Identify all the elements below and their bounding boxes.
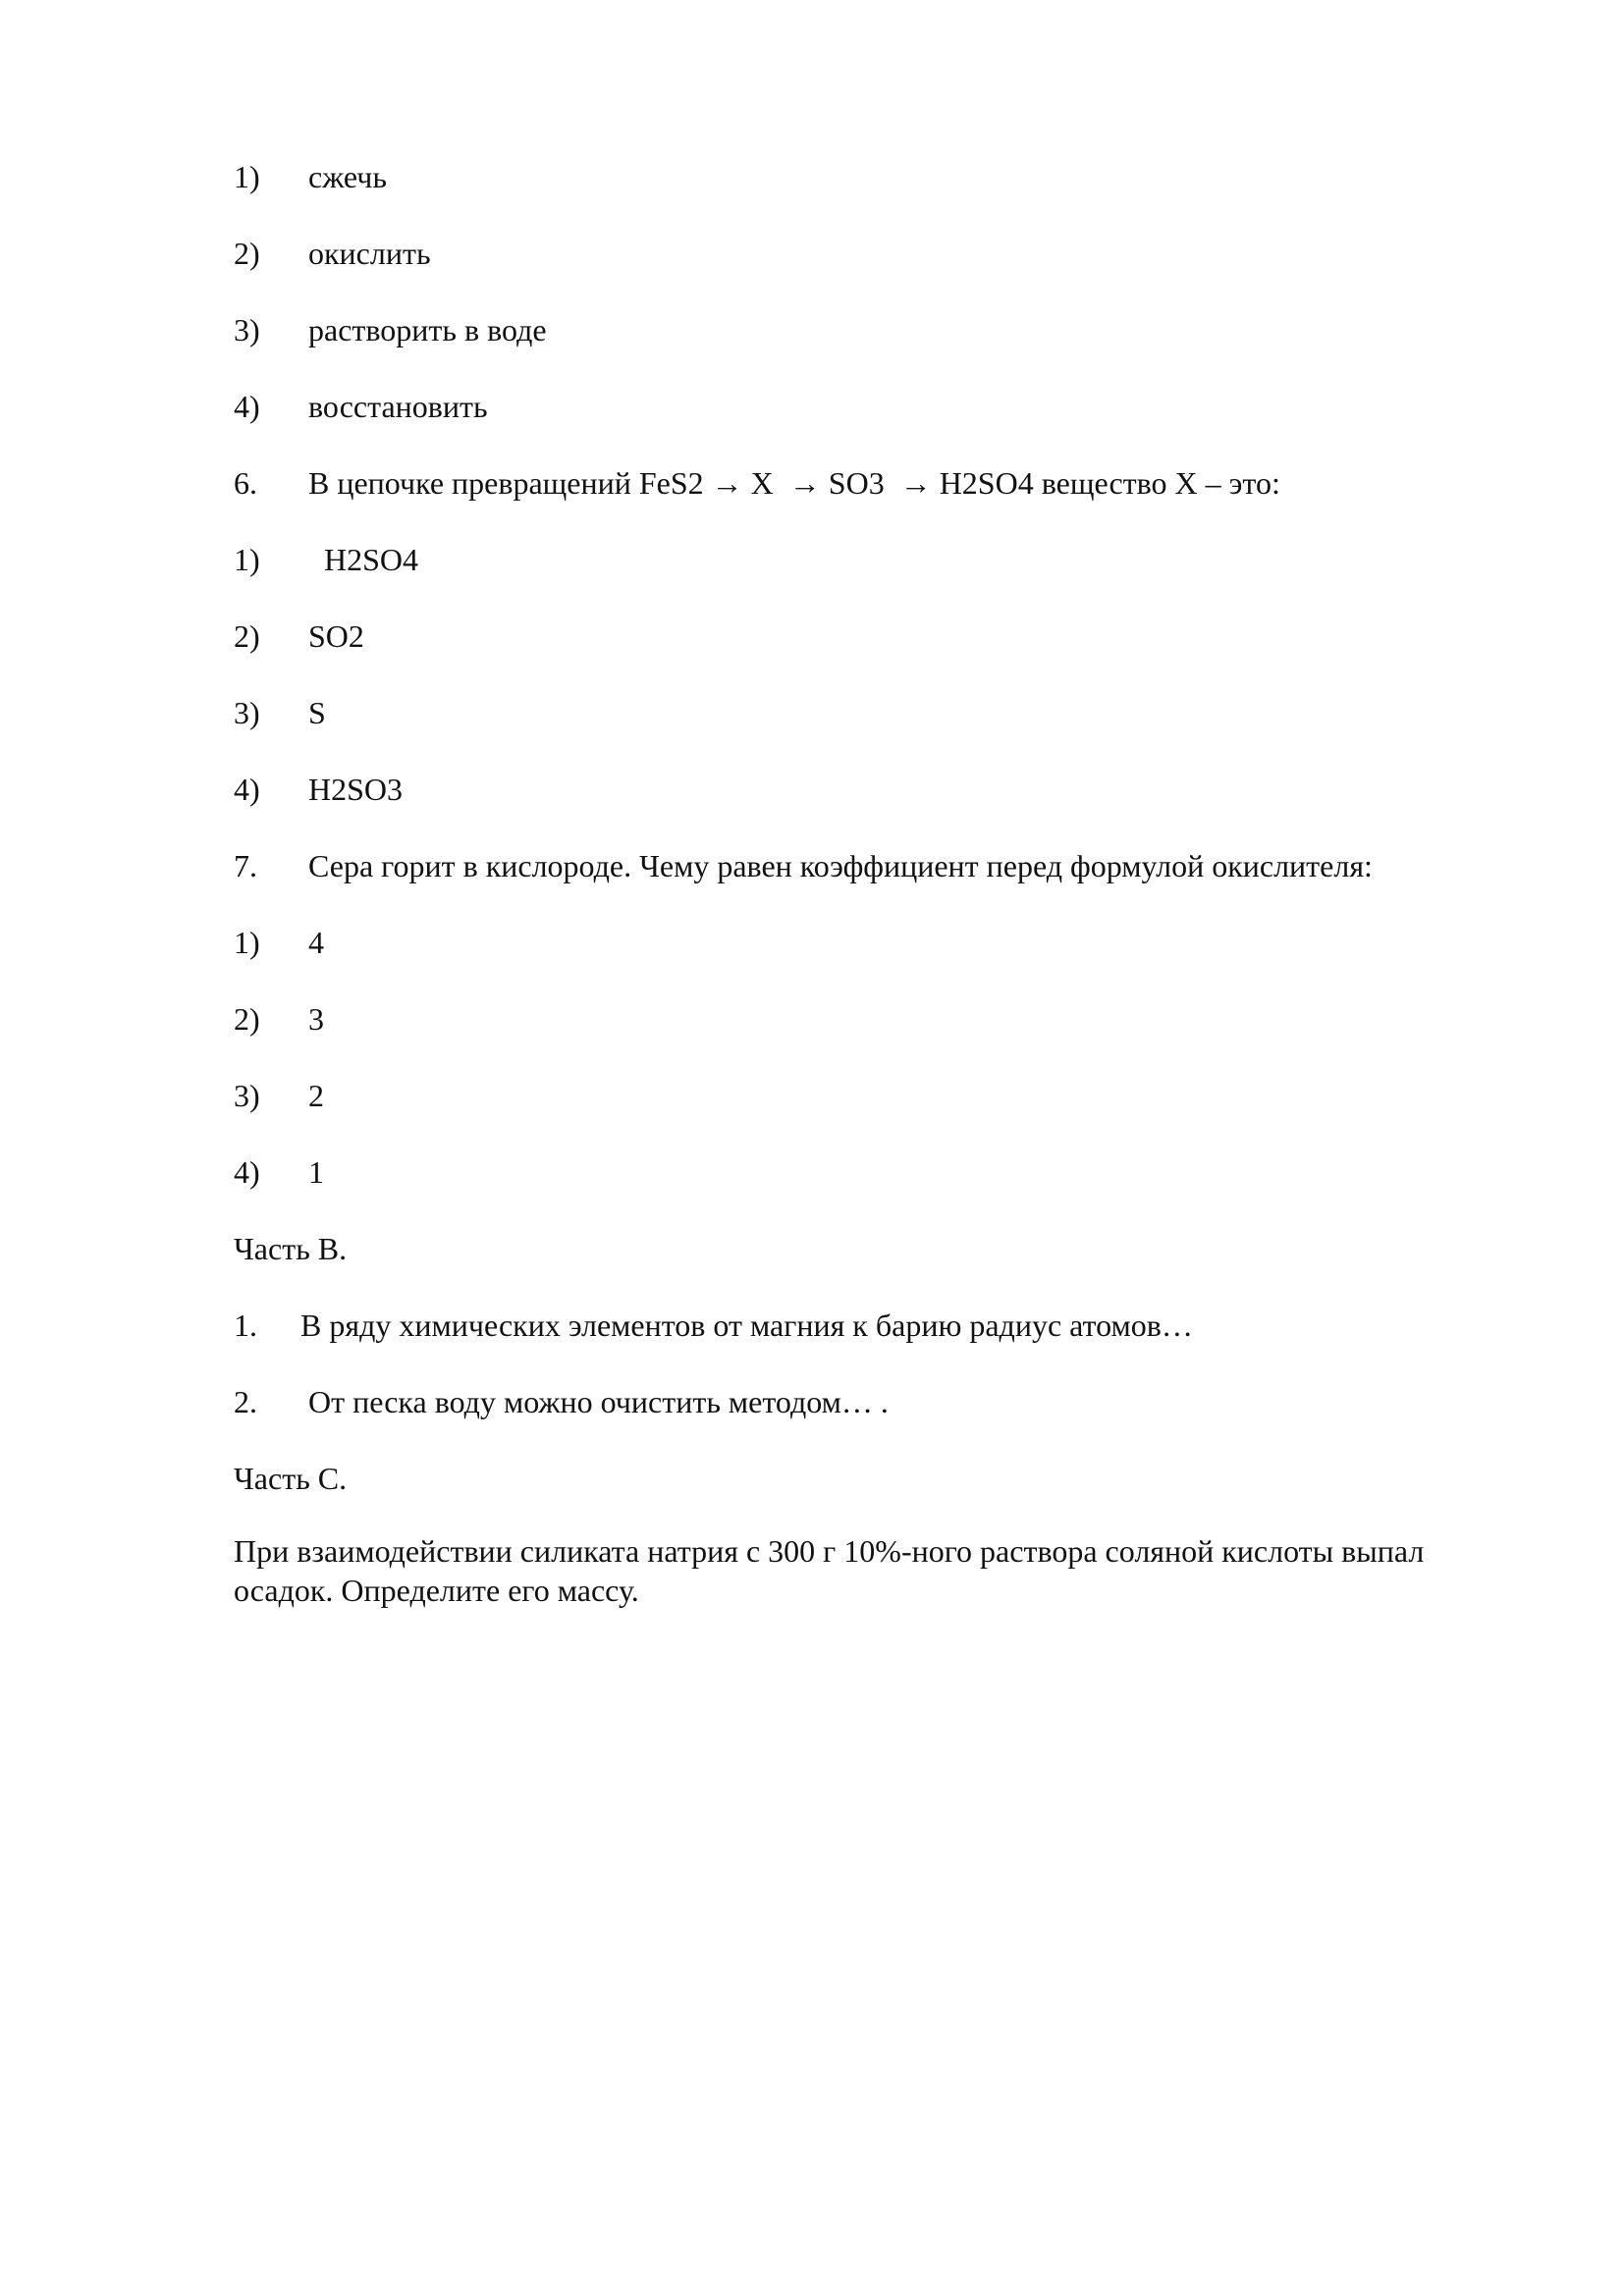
answer-option (234, 234, 431, 273)
option-number: 3) (234, 312, 260, 347)
option-number: 2) (234, 1001, 260, 1037)
option-text: H2SO3 (308, 772, 404, 807)
option-text: 2 (308, 1078, 324, 1113)
option-number: 2) (234, 236, 260, 271)
answer-option (234, 387, 488, 426)
option-number: 1) (234, 159, 260, 194)
part-b-item (234, 1382, 889, 1421)
answer-option (234, 693, 326, 732)
item-number: 2. (234, 1384, 257, 1419)
part-b-heading: Часть В. (234, 1231, 348, 1266)
option-number: 3) (234, 1078, 260, 1113)
answer-option (234, 923, 324, 962)
option-text: окислить (308, 236, 431, 271)
option-text: 1 (308, 1154, 324, 1190)
option-text: SO2 (308, 618, 364, 654)
question-number: 6. (234, 465, 257, 501)
option-number: 4) (234, 389, 260, 424)
answer-option (234, 770, 403, 809)
option-number: 1) (234, 542, 260, 577)
option-number: 1) (234, 925, 260, 960)
answer-option (234, 310, 547, 349)
answer-option (234, 616, 364, 656)
option-text: восстановить (308, 389, 488, 424)
part-b-item (234, 1306, 1193, 1345)
option-text: S (308, 695, 326, 730)
question-6 (234, 463, 1280, 503)
part-c-heading: Часть С. (234, 1461, 348, 1496)
option-number: 2) (234, 618, 260, 654)
question-number: 7. (234, 848, 257, 883)
answer-option (234, 157, 387, 196)
item-text: В ряду химических элементов от магния к барию радиус атомов… (300, 1308, 1193, 1343)
option-text: 3 (308, 1001, 324, 1037)
option-text: сжечь (308, 159, 387, 194)
question-7 (234, 846, 1373, 885)
option-number: 3) (234, 695, 260, 730)
option-text: 4 (308, 925, 324, 960)
answer-option (234, 540, 418, 579)
option-text: растворить в воде (308, 312, 547, 347)
part-c-task: При взаимодействии силиката натрия с 300 г 10%-ного раствора соляной кислоты выпал осадок. Определите его массу. (234, 1533, 1425, 1608)
item-number: 1. (234, 1308, 257, 1343)
question-text: В цепочке превращений FeS2 → X → SO3 → H2SO4 вещество X – это: (308, 465, 1280, 501)
answer-option (234, 1076, 324, 1115)
option-number: 4) (234, 772, 260, 807)
option-text: H2SO4 (308, 542, 419, 577)
item-text: От песка воду можно очистить методом… . (300, 1384, 889, 1419)
question-text: Сера горит в кислороде. Чему равен коэффициент перед формулой окислителя: (308, 848, 1373, 883)
option-number: 4) (234, 1154, 260, 1190)
answer-option (234, 1152, 324, 1192)
answer-option (234, 999, 324, 1039)
